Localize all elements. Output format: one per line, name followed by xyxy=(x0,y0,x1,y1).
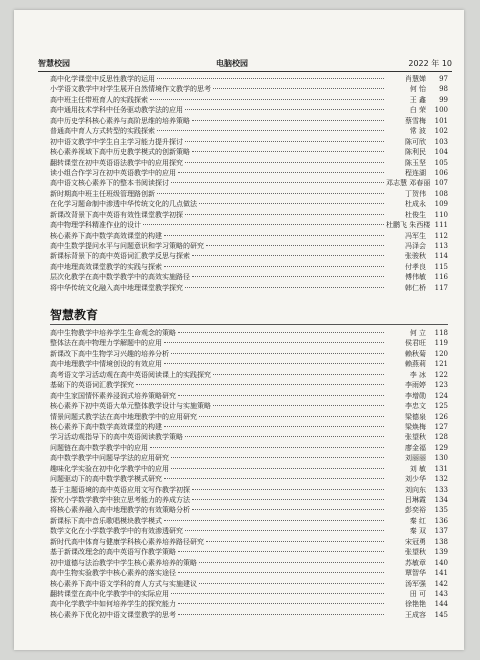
entry-author: 刘少华 xyxy=(405,475,426,484)
entry-author: 丁贺伟 xyxy=(405,189,426,198)
toc-entry xyxy=(50,231,448,241)
entry-author: 蔡雪梅 xyxy=(405,116,426,125)
toc-entry xyxy=(50,370,448,380)
entry-title: 高中生物教学中培养学生生命观念的策略 xyxy=(50,329,176,337)
toc-entry xyxy=(50,147,448,157)
toc-entry xyxy=(50,220,448,230)
dot-leader xyxy=(164,342,384,343)
toc-entry xyxy=(50,241,448,251)
entry-title: 高中生数学提问水平与问题意识和学习策略的研究 xyxy=(50,242,204,250)
entry-author: 刘 敏 xyxy=(409,464,426,473)
entry-author: 侯君旺 xyxy=(405,339,426,348)
entry-page-number: 130 xyxy=(434,454,448,463)
dot-leader xyxy=(171,468,384,469)
entry-author: 常 波 xyxy=(409,127,426,136)
entry-author: 何 怡 xyxy=(409,85,426,94)
dot-leader xyxy=(178,395,384,396)
dot-leader xyxy=(192,120,384,121)
toc-entry xyxy=(50,189,448,199)
entry-title: 层次化教学在高中数学教学中的高效实施路径 xyxy=(50,273,190,282)
entry-author: 付孝良 xyxy=(405,262,426,271)
entry-page-number: 107 xyxy=(434,179,448,188)
dot-leader xyxy=(164,235,384,236)
entry-title: 问题链在高中数学教学中的应用 xyxy=(50,443,148,452)
dot-leader xyxy=(192,151,384,152)
entry-page-number: 114 xyxy=(434,252,448,261)
dot-leader xyxy=(192,489,384,490)
entry-author: 李 冰 xyxy=(409,370,426,379)
entry-page-number: 144 xyxy=(434,600,448,609)
entry-author: 徐艳艳 xyxy=(405,600,426,609)
toc-entry xyxy=(50,526,448,536)
dot-leader xyxy=(213,374,384,375)
entry-page-number: 131 xyxy=(434,464,448,473)
contents-list-section xyxy=(50,328,448,620)
entry-author: 傅伟敏 xyxy=(405,273,426,282)
entry-author: 刘丽丽 xyxy=(405,454,426,463)
dot-leader xyxy=(178,614,384,615)
entry-author: 汤军强 xyxy=(405,579,426,588)
entry-page-number: 133 xyxy=(434,485,448,494)
entry-title: 高中班主任带班育人的实践探索 xyxy=(50,95,148,104)
header-center: 电脑校园 xyxy=(216,59,248,68)
entry-title: 高中语文核心素养下的整本书阅读探讨 xyxy=(50,179,169,188)
entry-title: 普通高中育人方式转型的实践探索 xyxy=(50,127,155,136)
entry-title: 新课标下高中音乐歌唱模块教学模式 xyxy=(50,516,162,525)
entry-title: 翻转课堂在高中化学教学中的实际应用 xyxy=(50,589,169,598)
entry-author: 田 可 xyxy=(409,589,426,598)
entry-page-number: 105 xyxy=(434,158,448,167)
entry-author: 冯军生 xyxy=(405,231,426,240)
toc-entry xyxy=(50,116,448,126)
entry-author: 陈可欣 xyxy=(405,137,426,146)
entry-title: 高中历史学科核心素养与高阶思维的培养策略 xyxy=(50,116,190,125)
entry-author: 秦 红 xyxy=(409,516,426,525)
entry-title: 核心素养视域下高中历史教学模式的创新策略 xyxy=(50,148,190,157)
entry-author: 吕琳霞 xyxy=(405,496,426,504)
entry-title: 核心素养下优化初中语文课堂教学的思考 xyxy=(50,610,176,619)
page-header xyxy=(38,58,452,72)
dot-leader xyxy=(178,603,384,604)
entry-page-number: 142 xyxy=(434,579,448,588)
entry-author: 程连湖 xyxy=(405,168,426,177)
entry-title: 初中语文教学中学生自主学习能力提升探讨 xyxy=(50,137,183,146)
entry-page-number: 104 xyxy=(434,148,448,157)
dot-leader xyxy=(164,363,384,364)
entry-page-number: 109 xyxy=(434,200,448,209)
toc-entry xyxy=(50,199,448,209)
dot-leader xyxy=(164,478,384,479)
entry-page-number: 111 xyxy=(434,221,448,230)
dot-leader xyxy=(192,509,384,510)
dot-leader xyxy=(192,255,384,256)
entry-author: 陈利民 xyxy=(405,148,426,157)
entry-author: 张望秋 xyxy=(405,548,426,557)
section-title: 智慧教育 xyxy=(50,308,99,322)
dot-leader xyxy=(178,332,384,333)
toc-entry xyxy=(50,422,448,432)
entry-page-number: 108 xyxy=(434,189,448,198)
dot-leader xyxy=(199,416,384,417)
entry-author: 刘向东 xyxy=(405,485,426,494)
toc-entry xyxy=(50,349,448,359)
entry-title: 新课改背景下高中英语有效性课堂教学初探 xyxy=(50,210,183,219)
journal-page xyxy=(14,10,464,650)
dot-leader xyxy=(136,384,384,385)
toc-entry xyxy=(50,453,448,463)
entry-title: 整体法在高中物理力学解题中的应用 xyxy=(50,339,162,348)
entry-title: 核心素养下高中语文学科的育人方式与实施建议 xyxy=(50,579,197,588)
dot-leader xyxy=(185,214,384,215)
toc-entry xyxy=(50,547,448,557)
dot-leader xyxy=(192,499,384,500)
dot-leader xyxy=(206,541,384,542)
dot-leader xyxy=(150,447,384,448)
dot-leader xyxy=(213,88,384,89)
toc-entry xyxy=(50,168,448,178)
entry-page-number: 139 xyxy=(434,548,448,557)
entry-title: 将中华传统文化融入高中地理课堂教学探究 xyxy=(50,283,183,292)
entry-page-number: 120 xyxy=(434,349,448,358)
entry-author: 赖秋菊 xyxy=(405,349,426,358)
dot-leader xyxy=(164,520,384,521)
entry-page-number: 141 xyxy=(434,569,448,578)
entry-title: 高中化学教学中如何培养学生的探究能力 xyxy=(50,600,176,609)
entry-title: 翻转课堂在初中英语语法教学中的应用探究 xyxy=(50,158,183,167)
entry-author: 廖金福 xyxy=(405,443,426,452)
toc-entry xyxy=(50,610,448,620)
dot-leader xyxy=(199,562,384,563)
entry-title: 学习活动观指导下的高中英语阅读教学策略 xyxy=(50,433,183,442)
toc-entry xyxy=(50,599,448,609)
entry-title: 新时代高中体育与健康学科核心素养培养路径研究 xyxy=(50,537,204,546)
dot-leader xyxy=(157,78,384,79)
toc-entry xyxy=(50,443,448,453)
toc-entry xyxy=(50,537,448,547)
entry-title: 基于主题语境的高中英语应用文写作教学初探 xyxy=(50,485,190,494)
entry-author: 宋冠勇 xyxy=(405,537,426,546)
entry-author: 梁焕梅 xyxy=(405,422,426,431)
entry-page-number: 117 xyxy=(434,283,448,292)
section-rule xyxy=(50,324,448,325)
entry-page-number: 134 xyxy=(434,496,448,504)
entry-title: 读小组合作学习在初中英语教学中的应用 xyxy=(50,168,176,177)
toc-entry xyxy=(50,359,448,369)
entry-page-number: 116 xyxy=(434,273,448,282)
entry-author: 韩仁桥 xyxy=(405,283,426,292)
entry-page-number: 125 xyxy=(434,402,448,411)
entry-author: 白 荣 xyxy=(409,106,426,115)
dot-leader xyxy=(157,130,384,131)
entry-title: 核心素养下高中数学高效课堂的构建 xyxy=(50,422,162,431)
entry-page-number: 121 xyxy=(434,360,448,369)
entry-title: 基于新课改理念的高中英语写作教学策略 xyxy=(50,548,176,557)
toc-entry xyxy=(50,485,448,495)
toc-entry xyxy=(50,137,448,147)
entry-title: 核心素养下初中英语大单元整体教学设计与实施策略 xyxy=(50,402,211,411)
toc-entry xyxy=(50,401,448,411)
entry-title: 核心素养下高中数学高效课堂的构建 xyxy=(50,231,162,240)
entry-author: 杜俊生 xyxy=(405,210,426,219)
entry-title: 基础下的英语词汇教学探究 xyxy=(50,381,134,390)
entry-author: 杜成永 xyxy=(405,200,426,209)
toc-entry xyxy=(50,251,448,261)
toc-entry xyxy=(50,495,448,505)
entry-author: 张骏秋 xyxy=(405,252,426,261)
toc-entry xyxy=(50,178,448,188)
dot-leader xyxy=(171,353,384,354)
toc-entry xyxy=(50,558,448,568)
entry-page-number: 136 xyxy=(434,516,448,525)
entry-title: 高中物理学科精准作业的设计 xyxy=(50,221,141,230)
entry-title: 高中地理高效课堂教学的实践与探索 xyxy=(50,262,162,271)
dot-leader xyxy=(171,593,384,594)
entry-title: 高中数学教学中问题导学法的应用研究 xyxy=(50,454,169,463)
dot-leader xyxy=(185,109,384,110)
dot-leader xyxy=(178,572,384,573)
entry-page-number: 102 xyxy=(434,127,448,136)
entry-author: 李忠文 xyxy=(405,402,426,411)
entry-author: 苏敏章 xyxy=(405,558,426,567)
entry-page-number: 132 xyxy=(434,475,448,484)
toc-entry xyxy=(50,95,448,105)
toc-entry xyxy=(50,105,448,115)
toc-entry xyxy=(50,579,448,589)
toc-entry xyxy=(50,126,448,136)
entry-page-number: 135 xyxy=(434,506,448,515)
entry-author: 彭奕裕 xyxy=(405,506,426,515)
entry-author: 王 鑫 xyxy=(409,95,426,104)
entry-page-number: 100 xyxy=(434,106,448,115)
header-right: 2022 年 10 xyxy=(408,59,452,68)
toc-entry xyxy=(50,283,448,293)
dot-leader xyxy=(185,162,384,163)
entry-author: 李雨婷 xyxy=(405,381,426,390)
toc-entry xyxy=(50,338,448,348)
toc-entry xyxy=(50,412,448,422)
header-left: 智慧校园 xyxy=(38,59,70,68)
toc-entry xyxy=(50,432,448,442)
toc-entry xyxy=(50,505,448,515)
entry-title: 新时期高中班主任班级管理路创新 xyxy=(50,189,155,198)
entry-author: 秦 双 xyxy=(409,527,426,536)
entry-author: 何 立 xyxy=(409,329,426,337)
toc-entry xyxy=(50,210,448,220)
dot-leader xyxy=(185,287,384,288)
entry-title: 高中通用技术学科中任务驱动教学法的应用 xyxy=(50,106,183,115)
entry-page-number: 113 xyxy=(434,242,448,250)
toc-entry xyxy=(50,380,448,390)
dot-leader xyxy=(206,245,384,246)
entry-title: 高中地理教学中情境创设的有效应用 xyxy=(50,360,162,369)
toc-entry xyxy=(50,272,448,282)
entry-title: 将核心素养融入高中地理教学的有效策略分析 xyxy=(50,506,190,515)
toc-entry xyxy=(50,158,448,168)
entry-page-number: 110 xyxy=(434,210,448,219)
entry-author: 赖燕莉 xyxy=(405,360,426,369)
entry-title: 初中道德与法治教学中学生核心素养培养的策略 xyxy=(50,558,197,567)
entry-author: 肖慧婵 xyxy=(405,75,426,83)
entry-title: 探究小学数学教学中独立思考能力的养成方法 xyxy=(50,496,190,504)
dot-leader xyxy=(185,530,384,531)
entry-page-number: 123 xyxy=(434,381,448,390)
entry-page-number: 143 xyxy=(434,589,448,598)
contents-list-top xyxy=(50,74,448,293)
entry-page-number: 118 xyxy=(434,329,448,337)
entry-title: 新课标背景下的高中英语词汇教学反思与探索 xyxy=(50,252,190,261)
entry-author: 邓志慧 邓春丽 xyxy=(386,179,431,188)
dot-leader xyxy=(157,193,384,194)
toc-entry xyxy=(50,262,448,272)
toc-entry xyxy=(50,328,448,338)
entry-title: 数学文化在小学数学教学中的有效渗透研究 xyxy=(50,527,183,536)
dot-leader xyxy=(213,405,384,406)
entry-page-number: 103 xyxy=(434,137,448,146)
dot-leader xyxy=(143,224,384,225)
dot-leader xyxy=(171,182,384,183)
toc-entry xyxy=(50,568,448,578)
entry-page-number: 138 xyxy=(434,537,448,546)
dot-leader xyxy=(164,266,384,267)
entry-author: 张望秋 xyxy=(405,433,426,442)
entry-page-number: 127 xyxy=(434,422,448,431)
entry-title: 趣味化学实验在初中化学教学中的应用 xyxy=(50,464,169,473)
toc-entry xyxy=(50,474,448,484)
entry-page-number: 98 xyxy=(439,85,448,94)
entry-page-number: 112 xyxy=(434,231,448,240)
entry-page-number: 115 xyxy=(434,262,448,271)
dot-leader xyxy=(199,583,384,584)
entry-page-number: 137 xyxy=(434,527,448,536)
entry-page-number: 122 xyxy=(434,370,448,379)
entry-author: 陈玉坚 xyxy=(405,158,426,167)
dot-leader xyxy=(185,436,384,437)
entry-author: 梁德泉 xyxy=(405,412,426,421)
entry-page-number: 119 xyxy=(434,339,448,348)
toc-entry xyxy=(50,84,448,94)
dot-leader xyxy=(171,457,384,458)
entry-author: 王成容 xyxy=(405,610,426,619)
entry-author: 覃智华 xyxy=(405,569,426,578)
entry-author: 李增勋 xyxy=(405,391,426,400)
entry-page-number: 106 xyxy=(434,168,448,177)
entry-title: 高考语文学习活动观在高中英语阅读课上的实践探究 xyxy=(50,370,211,379)
entry-page-number: 140 xyxy=(434,558,448,567)
toc-entry xyxy=(50,516,448,526)
entry-title: 小学语文教学中对学生展开自然情境作文教学的思考 xyxy=(50,85,211,94)
entry-title: 在化学习题命制中渗透中华传统文化的几点做法 xyxy=(50,200,197,209)
entry-page-number: 128 xyxy=(434,433,448,442)
dot-leader xyxy=(150,99,384,100)
entry-page-number: 126 xyxy=(434,412,448,421)
dot-leader xyxy=(192,276,384,277)
toc-entry xyxy=(50,589,448,599)
entry-page-number: 97 xyxy=(439,75,448,83)
entry-page-number: 99 xyxy=(439,95,448,104)
toc-entry xyxy=(50,464,448,474)
entry-page-number: 101 xyxy=(434,116,448,125)
entry-title: 高中生物实验教学中核心素养的落实途径 xyxy=(50,569,176,578)
toc-entry xyxy=(50,391,448,401)
entry-title: 问题驱动下的高中数学教学模式研究 xyxy=(50,475,162,484)
dot-leader xyxy=(178,551,384,552)
entry-page-number: 145 xyxy=(434,610,448,619)
toc-entry xyxy=(50,74,448,84)
entry-author: 冯泽会 xyxy=(405,242,426,250)
entry-page-number: 124 xyxy=(434,391,448,400)
entry-author: 杜鹏飞 朱西楼 xyxy=(386,221,431,230)
entry-title: 高中化学课堂中反思性教学的运用 xyxy=(50,75,155,83)
dot-leader xyxy=(185,141,384,142)
dot-leader xyxy=(178,172,384,173)
dot-leader xyxy=(164,426,384,427)
entry-title: 高中生家国情怀素养浸润式培养策略研究 xyxy=(50,391,176,400)
entry-title: 情景问题式教学法在高中地理教学中的应用研究 xyxy=(50,412,197,421)
dot-leader xyxy=(199,203,384,204)
header-rule xyxy=(38,71,452,72)
entry-title: 新课改下高中生物学习兴趣的培养分析 xyxy=(50,349,169,358)
entry-page-number: 129 xyxy=(434,443,448,452)
